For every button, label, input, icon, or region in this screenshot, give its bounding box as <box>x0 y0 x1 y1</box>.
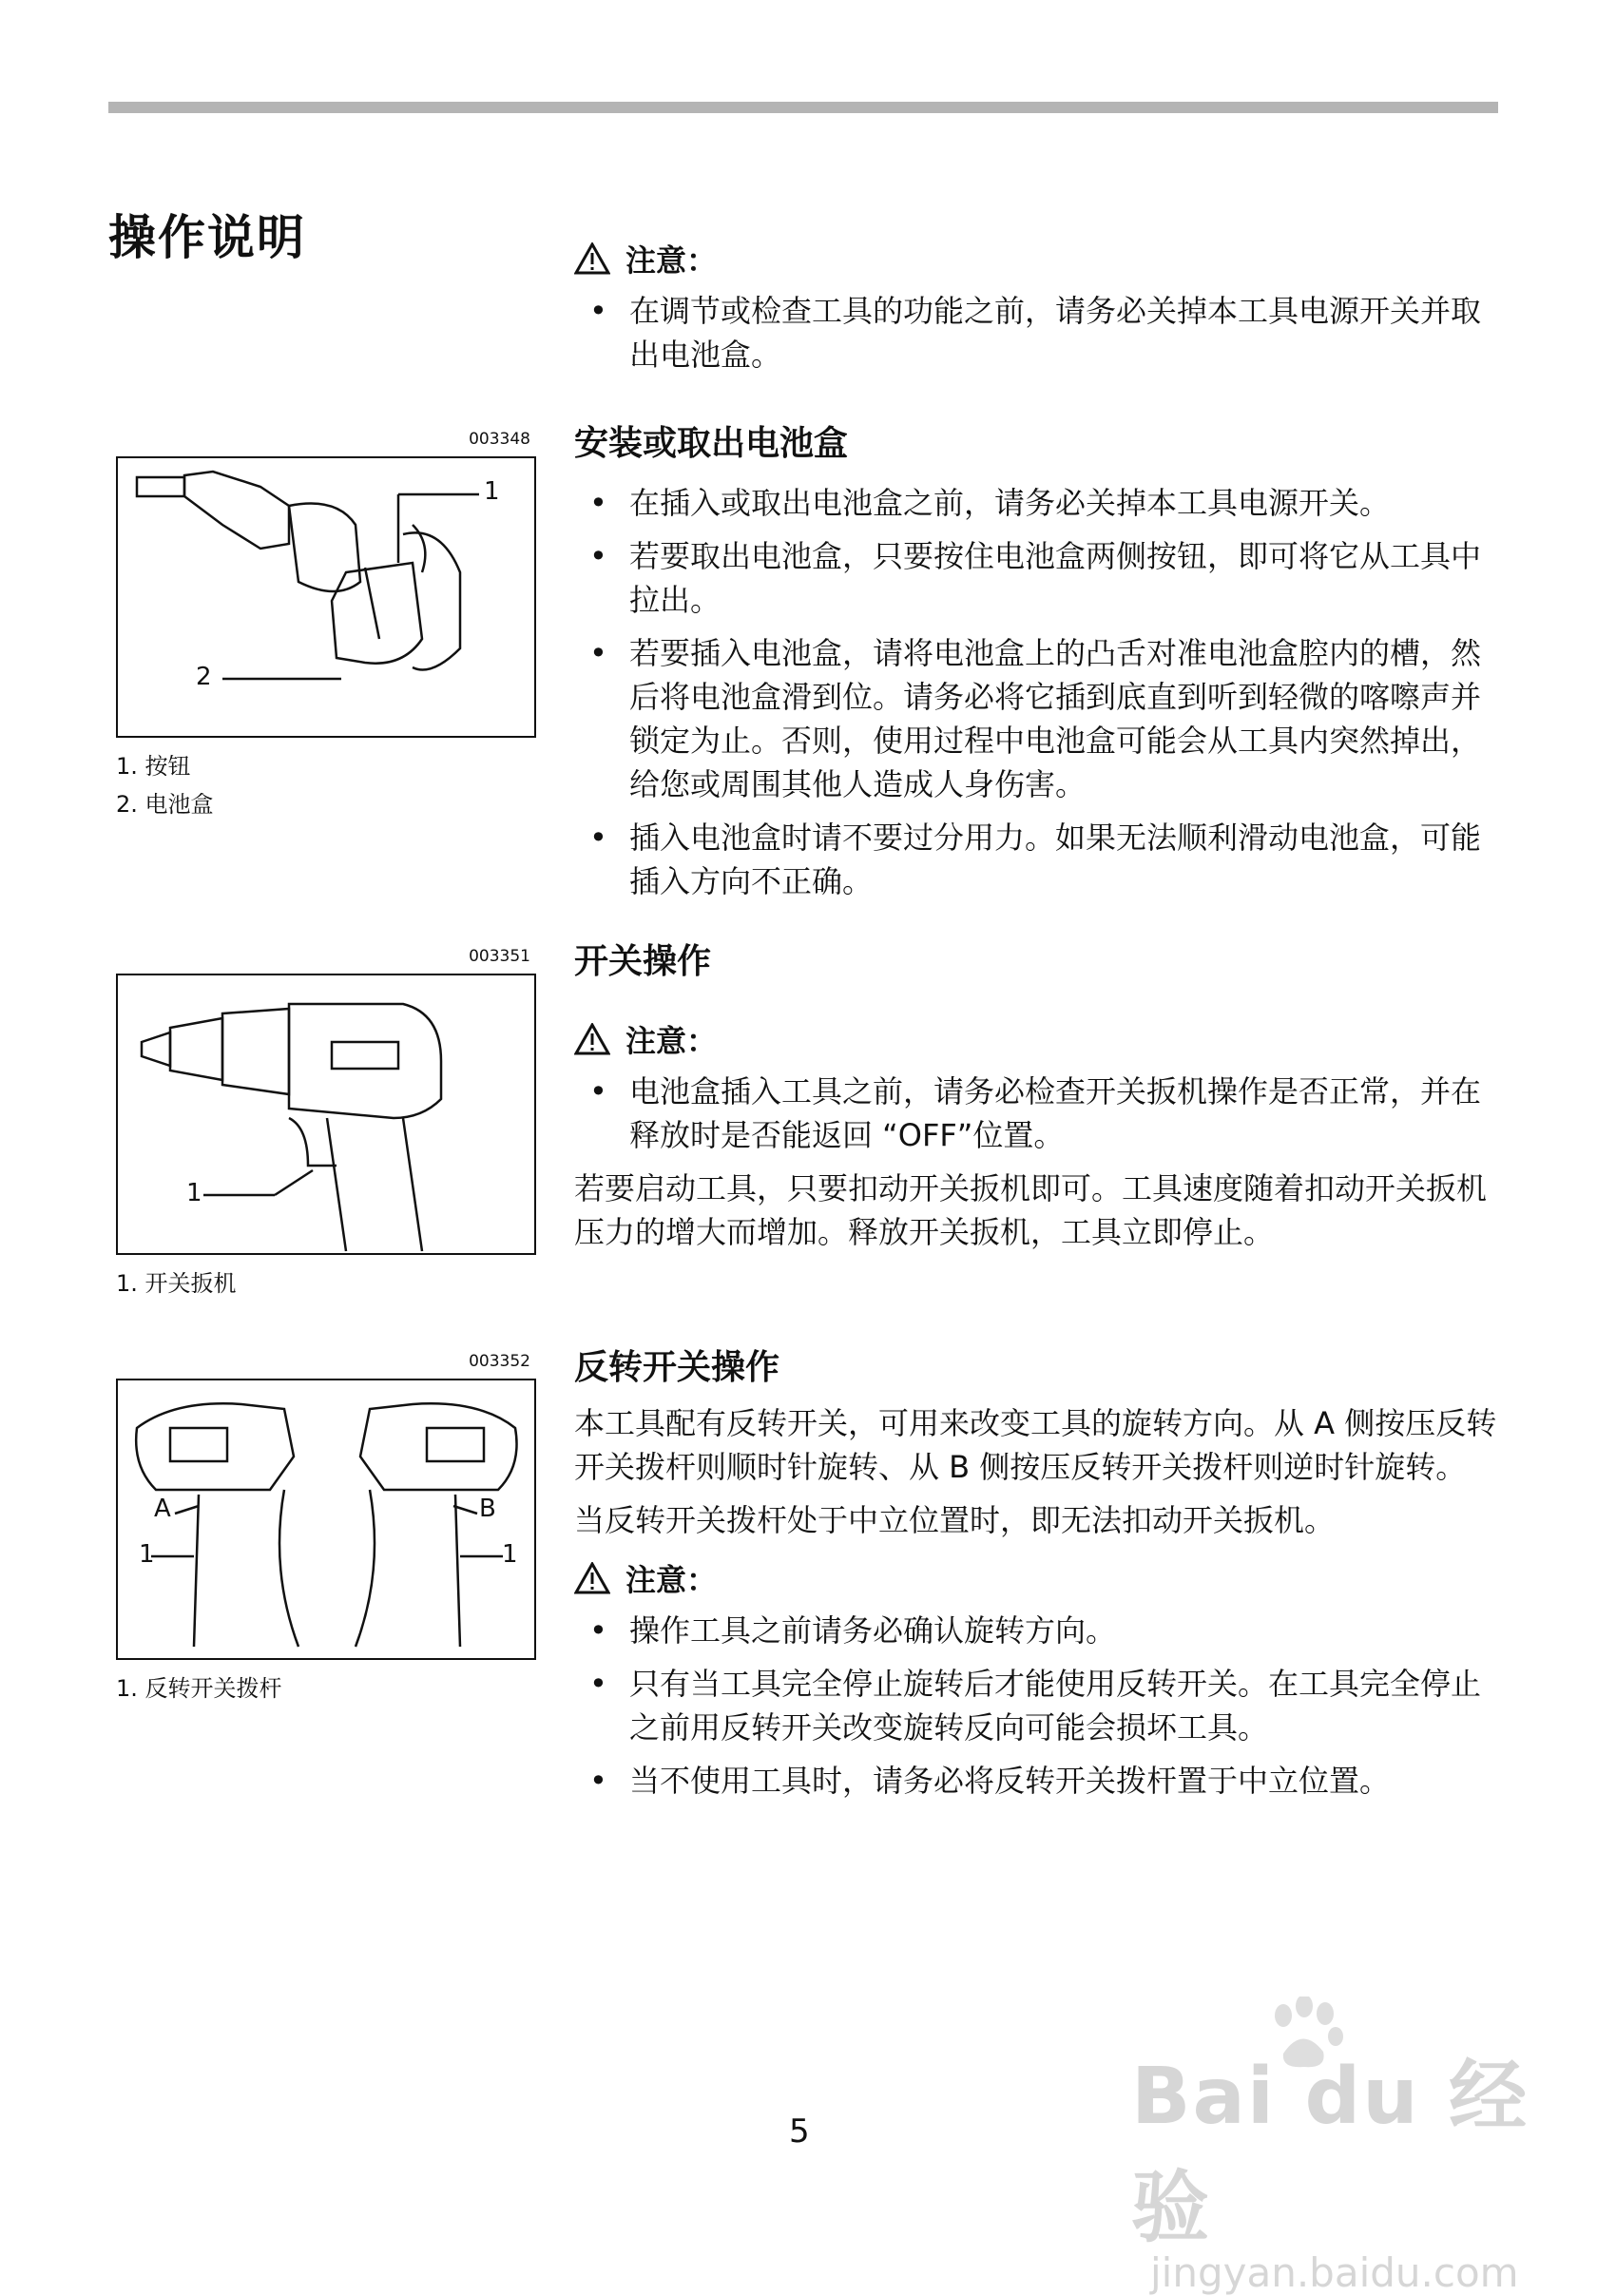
callout-b: B <box>479 1495 496 1523</box>
callout-1-left: 1 <box>139 1540 155 1569</box>
list-item: • 当不使用工具时，请务必将反转开关拨杆置于中立位置。 <box>574 1759 1498 1803</box>
caution-label: 注意： <box>625 242 718 279</box>
list-item: • 在调节或检查工具的功能之前，请务必关掉本工具电源开关并取出电池盒。 <box>574 289 1498 376</box>
list-item: • 插入电池盒时请不要过分用力。如果无法顺利滑动电池盒，可能插入方向不正确。 <box>574 816 1498 903</box>
callout-1: 1 <box>484 477 500 506</box>
caution-heading <box>574 236 1498 281</box>
reverse-figure-legend <box>116 1669 282 1708</box>
battery-section <box>574 418 1498 913</box>
list-item: • 若要取出电池盒，只要按住电池盒两侧按钮，即可将它从工具中拉出。 <box>574 534 1498 622</box>
callout-1: 1 <box>186 1179 202 1207</box>
caution-heading <box>574 1016 1498 1062</box>
watermark <box>1131 2035 1597 2296</box>
figure-code: 003348 <box>469 430 530 449</box>
page-number: 5 <box>789 2113 810 2151</box>
warning-triangle-icon <box>574 1562 610 1594</box>
legend-item: 2. 电池盒 <box>116 791 214 818</box>
list-item: • 电池盒插入工具之前，请务必检查开关扳机操作是否正常，并在释放时是否能返回 “OFF”位置。 <box>574 1070 1498 1157</box>
switch-section <box>574 936 1498 1264</box>
battery-figure <box>116 456 536 738</box>
legend-item: 1. 反转开关拨杆 <box>116 1675 282 1702</box>
page-title: 操作说明 <box>108 210 306 265</box>
list-item: • 若要插入电池盒，请将电池盒上的凸舌对准电池盒腔内的槽，然后将电池盒滑到位。请务必将它插到底直到听到轻微的喀嚓声并锁定为止。否则，使用过程中电池盒可能会从工具内突然掉出，给您或周围其他人造成人身伤害。 <box>574 631 1498 806</box>
warning-triangle-icon <box>574 242 610 275</box>
figure-code: 003352 <box>469 1352 530 1371</box>
warning-triangle-icon <box>574 1023 610 1055</box>
figure-code: 003351 <box>469 947 530 966</box>
paragraph: 当反转开关拨杆处于中立位置时，即无法扣动开关扳机。 <box>574 1502 1336 1538</box>
callout-2: 2 <box>196 663 212 691</box>
callout-1-right: 1 <box>502 1540 518 1569</box>
reverse-figure <box>116 1379 536 1660</box>
reverse-section <box>574 1342 1498 1812</box>
caution-label: 注意： <box>625 1562 718 1598</box>
paragraph: 若要启动工具，只要扣动开关扳机即可。工具速度随着扣动开关扳机压力的增大而增加。释放开关扳机，工具立即停止。 <box>574 1170 1488 1250</box>
legend-item: 1. 按钮 <box>116 753 191 780</box>
section-heading: 安装或取出电池盒 <box>574 424 849 463</box>
chuck-shape <box>137 477 184 496</box>
watermark-logo: Bai du 经验 <box>1131 2052 1530 2253</box>
callout-a: A <box>154 1495 171 1523</box>
watermark-url: jingyan.baidu.com <box>1150 2249 1519 2296</box>
list-item: • 只有当工具完全停止旋转后才能使用反转开关。在工具完全停止之前用反转开关改变旋转反向可能会损坏工具。 <box>574 1662 1498 1749</box>
list-item: • 在插入或取出电池盒之前，请务必关掉本工具电源开关。 <box>574 481 1498 525</box>
paragraph: 本工具配有反转开关，可用来改变工具的旋转方向。从 A 侧按压反转开关拨杆则顺时针旋转、从 B 侧按压反转开关拨杆则逆时针旋转。 <box>574 1405 1497 1485</box>
section-heading: 开关操作 <box>574 942 712 981</box>
top-rule <box>108 102 1498 113</box>
caution-label: 注意： <box>625 1023 718 1059</box>
section-heading: 反转开关操作 <box>574 1348 780 1387</box>
top-caution-block <box>574 236 1498 386</box>
caution-heading <box>574 1555 1498 1601</box>
list-item: • 操作工具之前请务必确认旋转方向。 <box>574 1609 1498 1652</box>
switch-figure-legend <box>116 1264 237 1302</box>
switch-figure <box>116 974 536 1255</box>
battery-figure-legend <box>116 747 214 823</box>
legend-item: 1. 开关扳机 <box>116 1270 237 1297</box>
